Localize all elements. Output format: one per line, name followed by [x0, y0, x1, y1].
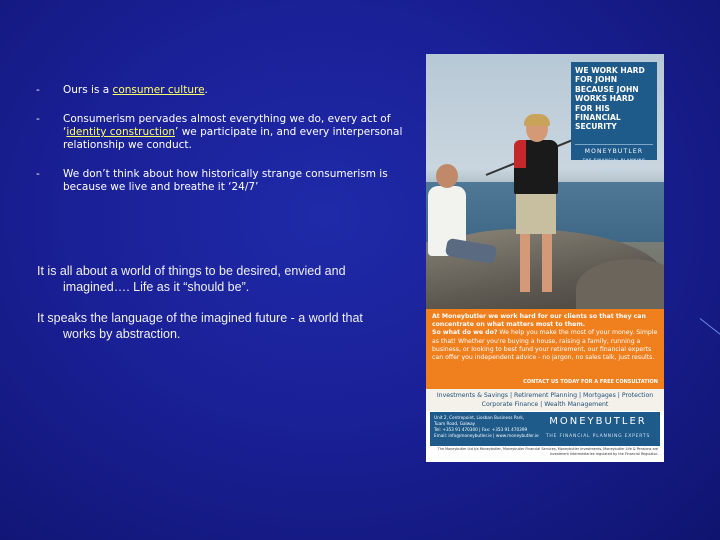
paragraph-imagined-future: It speaks the language of the imagined future - a world that works by abstraction. [37, 311, 363, 341]
bullet-item [36, 168, 406, 194]
paragraph-world-of-things: It is all about a world of things to be desired, envied and imagined…. Life as it “should be”. [37, 264, 346, 294]
man-figure [428, 164, 488, 274]
bullet-text: Ours is a consumer culture. [63, 84, 208, 96]
moneybutler-advert [426, 54, 664, 462]
services-list: Investments & Savings | Retirement Planning | Mortgages | Protection Corporate Finance | Wealth Management [426, 389, 664, 411]
bullet-text: Consumerism pervades almost everything we do, every act of ‘identity construction’ we participate in, and every interpersonal relationship we conduct. [63, 113, 403, 151]
bullet-dash: - [36, 113, 40, 125]
footer-logo: MONEYBUTLER [549, 416, 647, 427]
decorative-line [700, 318, 720, 336]
bullet-text: We don’t think about how historically strange consumerism is because we live and breathe it ‘24/7’ [63, 168, 388, 193]
highlight-identity-construction: identity construction [66, 126, 176, 138]
highlight-consumer-culture: consumer culture [112, 84, 205, 96]
fine-print: The Moneybutler Ltd t/a Moneybutler, Moneybutler Financial Services, Moneybutler Investments, Moneybutler Life & Pensions are Investment Intermediaries regulated by the Financial Regulator. [437, 447, 658, 456]
boy-figure [504, 116, 564, 306]
orange-subheading: So what do we do? [432, 329, 498, 337]
moneybutler-logo: MONEYBUTLER [575, 144, 653, 156]
advert-footer [430, 412, 660, 446]
bullet-dash: - [36, 84, 40, 96]
bullet-item [36, 113, 406, 152]
orange-heading: At Moneybutler we work hard for our clients so that they can concentrate on what matters most to them. [432, 313, 646, 329]
bullet-list [36, 84, 406, 210]
bullet-dash: - [36, 168, 40, 180]
advert-tagline: THE FINANCIAL PLANNING EXPERTS [582, 158, 646, 172]
advert-headline-box [571, 62, 657, 172]
orange-body: We help you make the most of your money. Simple as that! Whether you're buying a house, raising a family, running a business, or looking to best fund your retirement, our financial experts can offer you independent advice - no jargon, no sales talk, just results. [432, 329, 658, 362]
footer-tagline: THE FINANCIAL PLANNING EXPERTS [545, 434, 651, 439]
contact-line: CONTACT US TODAY FOR A FREE CONSULTATION [523, 378, 658, 385]
address: Unit 2, Centrepoint, Liosban Business Park, Tuam Road, Galway Tel: +353 91 470300 | Fax: +353 91 470399 Email: info@moneybutler.ie | www.moneybutler.ie [434, 415, 539, 438]
advert-orange-panel [426, 309, 664, 389]
advert-headline: WE WORK HARD FOR JOHN BECAUSE JOHN WORKS HARD FOR HIS FINANCIAL SECURITY [575, 66, 645, 132]
bullet-item [36, 84, 406, 97]
